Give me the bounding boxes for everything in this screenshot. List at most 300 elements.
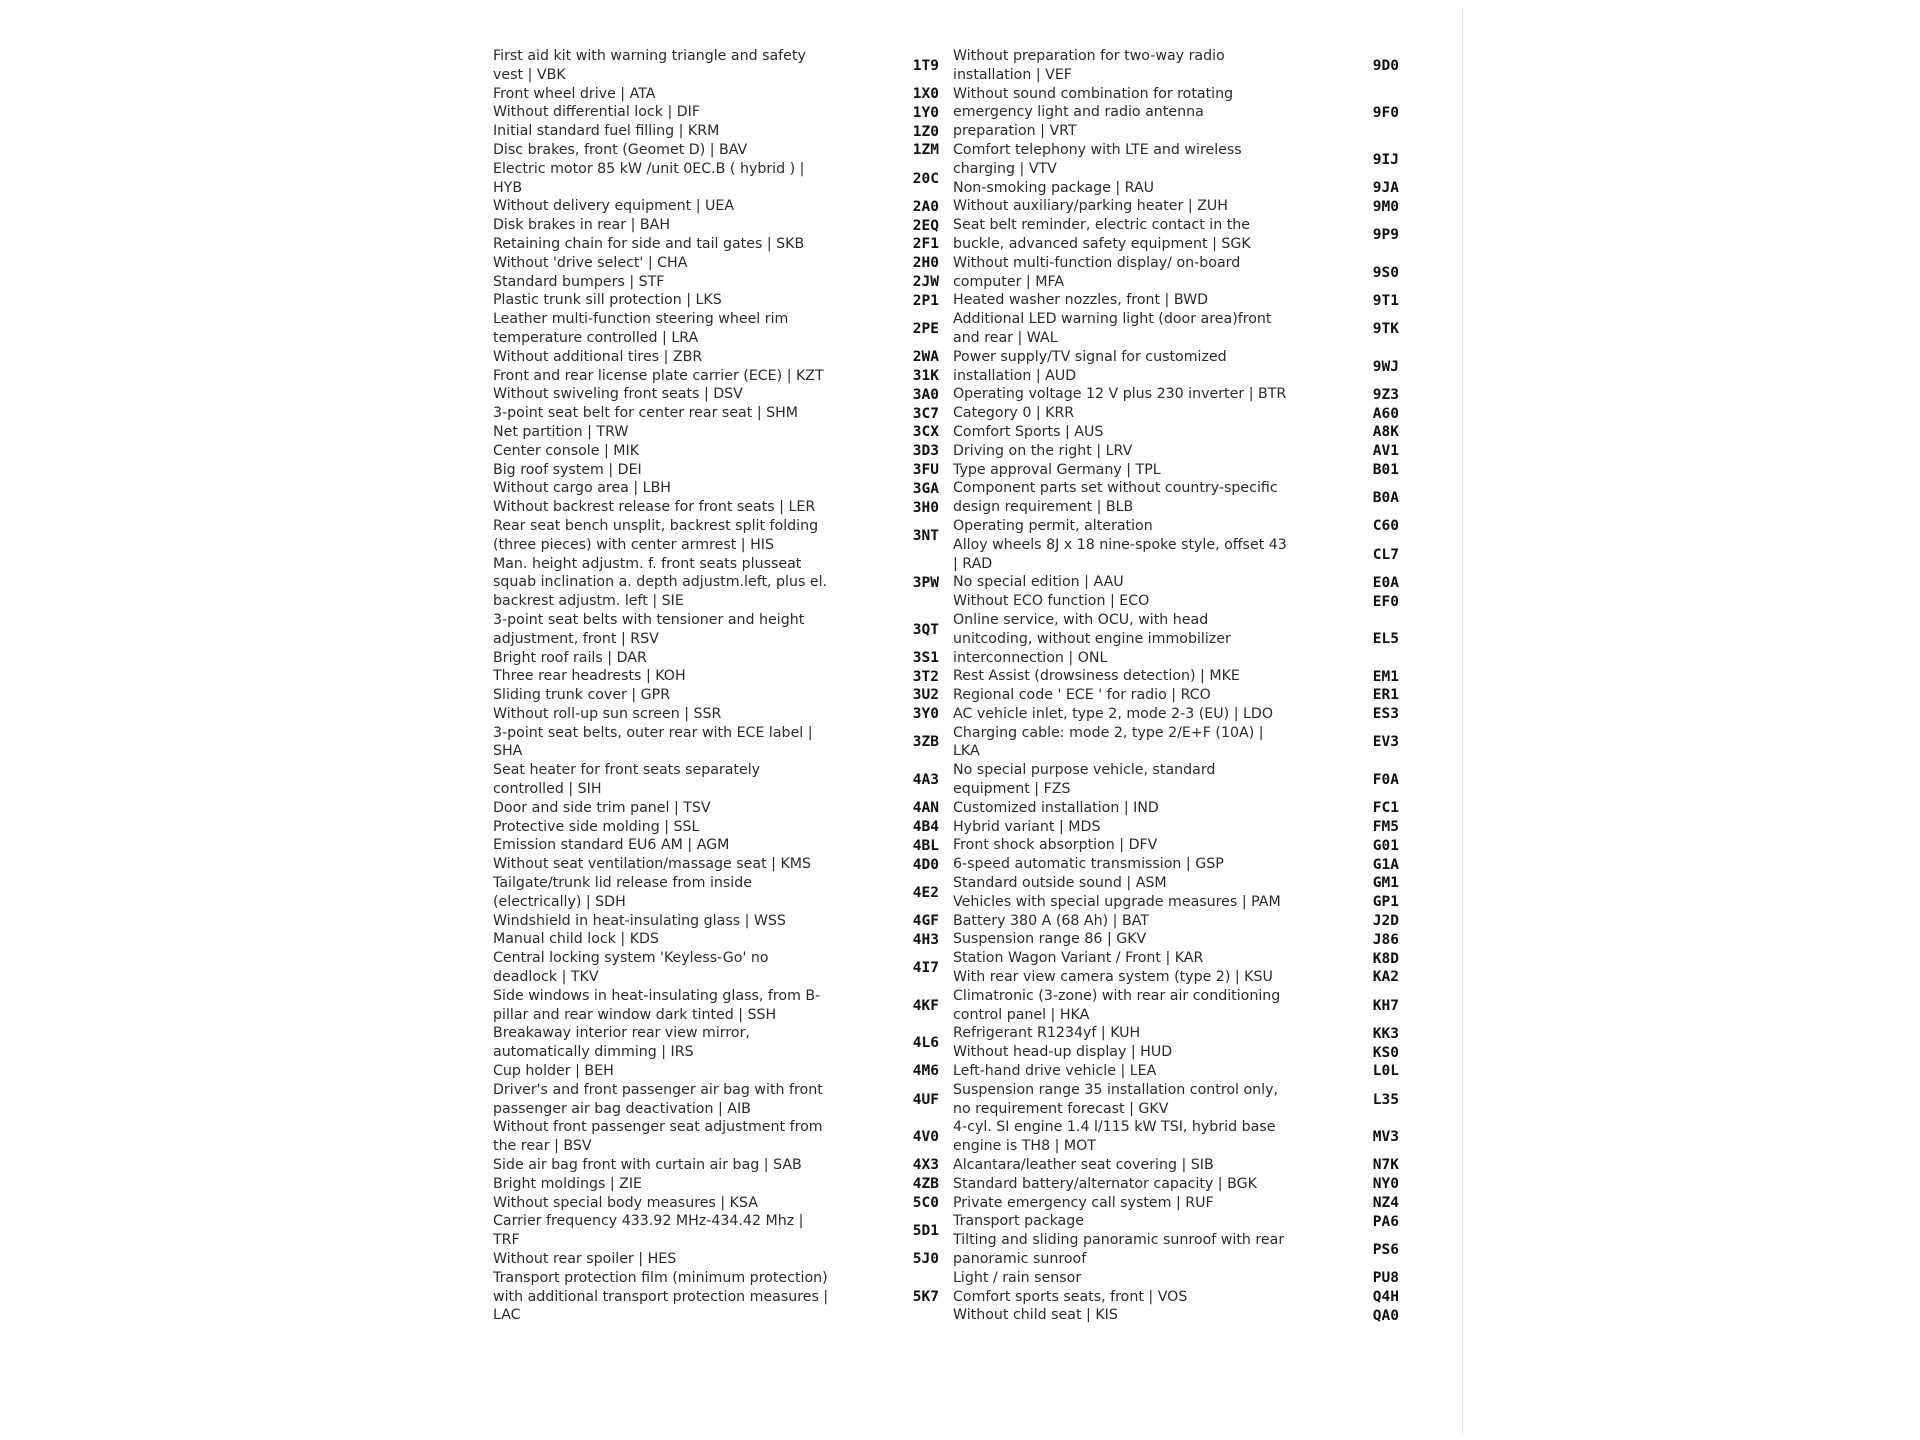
- option-row: [493, 1269, 939, 1325]
- option-code: 4KF: [912, 997, 939, 1014]
- option-row: [953, 479, 1399, 517]
- option-code: CL7: [1372, 546, 1399, 563]
- option-row: [493, 122, 939, 141]
- option-code: EM1: [1372, 668, 1399, 685]
- option-description: Without additional tires | ZBR: [493, 348, 703, 365]
- option-description: Left-hand drive vehicle | LEA: [953, 1063, 1157, 1080]
- option-row: [953, 1288, 1399, 1307]
- option-code: 1Y0: [912, 104, 939, 121]
- option-row: [493, 47, 939, 85]
- option-description: Refrigerant R1234yf | KUH: [953, 1025, 1141, 1042]
- option-code: 2JW: [912, 273, 939, 290]
- option-row: [953, 85, 1399, 141]
- option-description: Without roll-up sun screen | SSR: [493, 705, 722, 722]
- option-row: [953, 423, 1399, 442]
- option-row: [493, 667, 939, 686]
- option-code: QA0: [1372, 1307, 1399, 1324]
- option-description: Transport protection film (minimum protection) with additional transport protection measures | LAC: [493, 1269, 829, 1324]
- option-row: [953, 1156, 1399, 1175]
- option-description: With rear view camera system (type 2) | KSU: [953, 969, 1273, 986]
- option-row: [493, 1175, 939, 1194]
- option-code: 9T1: [1372, 292, 1399, 309]
- option-code: 4A3: [912, 772, 939, 789]
- option-description: Comfort telephony with LTE and wireless charging | VTV: [953, 141, 1242, 177]
- option-code: 9M0: [1372, 198, 1399, 215]
- option-code: 5D1: [912, 1223, 939, 1240]
- option-code: 4M6: [912, 1063, 939, 1080]
- option-code: 1T9: [912, 57, 939, 74]
- option-code: GP1: [1372, 894, 1399, 911]
- option-description: Rear seat bench unsplit, backrest split folding (three pieces) with center armrest | HIS: [493, 517, 819, 553]
- option-description: 4-cyl. SI engine 1.4 l/115 kW TSI, hybrid base engine is TH8 | MOT: [953, 1119, 1276, 1155]
- option-description: Without special body measures | KSA: [493, 1194, 758, 1211]
- option-row: [953, 442, 1399, 461]
- option-code: 9JA: [1372, 179, 1399, 196]
- option-description: Without child seat | KIS: [953, 1307, 1118, 1324]
- option-description: Without multi-function display/ on-board computer | MFA: [953, 254, 1241, 290]
- option-code: A8K: [1372, 424, 1399, 441]
- option-code: 4D0: [912, 856, 939, 873]
- option-code: EL5: [1372, 631, 1399, 648]
- option-row: [493, 724, 939, 762]
- options-column-right: [953, 47, 1399, 1325]
- option-code: 9P9: [1372, 226, 1399, 243]
- option-description: Without auxiliary/parking heater | ZUH: [953, 198, 1228, 215]
- option-row: [953, 1212, 1399, 1231]
- option-row: [493, 930, 939, 949]
- option-row: [493, 1212, 939, 1250]
- option-description: Sliding trunk cover | GPR: [493, 687, 671, 704]
- option-row: [493, 442, 939, 461]
- option-code: PA6: [1372, 1213, 1399, 1230]
- option-code: 3QT: [912, 621, 939, 638]
- option-description: 3-point seat belt for center rear seat | SHM: [493, 405, 799, 422]
- option-row: [493, 1062, 939, 1081]
- option-row: [953, 724, 1399, 762]
- option-code: 3C7: [912, 405, 939, 422]
- option-row: [953, 1118, 1399, 1156]
- option-description: Comfort sports seats, front | VOS: [953, 1288, 1188, 1305]
- option-description: Driving on the right | LRV: [953, 442, 1133, 459]
- option-code: EV3: [1372, 734, 1399, 751]
- option-code: A60: [1372, 405, 1399, 422]
- option-row: [953, 818, 1399, 837]
- option-code: 2WA: [912, 349, 939, 366]
- option-code: 9F0: [1372, 104, 1399, 121]
- option-description: Three rear headrests | KOH: [493, 668, 686, 685]
- option-code: Q4H: [1372, 1288, 1399, 1305]
- option-row: [493, 1081, 939, 1119]
- option-description: Seat heater for front seats separately controlled | SIH: [493, 762, 761, 798]
- option-code: 3S1: [912, 649, 939, 666]
- option-row: [953, 517, 1399, 536]
- option-row: [493, 1156, 939, 1175]
- option-description: Big roof system | DEI: [493, 461, 642, 478]
- option-row: [953, 141, 1399, 179]
- option-description: Private emergency call system | RUF: [953, 1194, 1214, 1211]
- option-code: KS0: [1372, 1044, 1399, 1061]
- option-code: 9Z3: [1372, 386, 1399, 403]
- option-row: [953, 536, 1399, 574]
- option-code: 4AN: [912, 800, 939, 817]
- option-code: L0L: [1372, 1063, 1399, 1080]
- option-row: [493, 649, 939, 668]
- option-description: Without delivery equipment | UEA: [493, 198, 735, 215]
- option-code: 3A0: [912, 386, 939, 403]
- option-row: [493, 1024, 939, 1062]
- option-description: Without backrest release for front seats | LER: [493, 499, 816, 516]
- option-description: Type approval Germany | TPL: [953, 461, 1161, 478]
- option-row: [953, 404, 1399, 423]
- option-row: [953, 216, 1399, 254]
- option-row: [493, 705, 939, 724]
- option-row: [493, 686, 939, 705]
- option-row: [953, 686, 1399, 705]
- option-description: Category 0 | KRR: [953, 405, 1075, 422]
- option-row: [953, 987, 1399, 1025]
- option-code: FC1: [1372, 800, 1399, 817]
- option-code: 2P1: [912, 292, 939, 309]
- option-row: [493, 85, 939, 104]
- option-row: [493, 1250, 939, 1269]
- option-description: Suspension range 35 installation control only, no requirement forecast | GKV: [953, 1081, 1279, 1117]
- option-description: Windshield in heat-insulating glass | WSS: [493, 912, 786, 929]
- option-description: Plastic trunk sill protection | LKS: [493, 292, 722, 309]
- option-description: Without rear spoiler | HES: [493, 1251, 677, 1267]
- option-code: KA2: [1372, 969, 1399, 986]
- option-description: Alloy wheels 8J x 18 nine-spoke style, offset 43 | RAD: [953, 536, 1287, 572]
- option-row: [953, 1043, 1399, 1062]
- option-row: [493, 254, 939, 273]
- option-code: J86: [1372, 931, 1399, 948]
- option-description: AC vehicle inlet, type 2, mode 2-3 (EU) | LDO: [953, 705, 1273, 722]
- option-description: No special edition | AAU: [953, 574, 1124, 591]
- option-description: Carrier frequency 433.92 MHz-434.42 Mhz | TRF: [493, 1213, 804, 1249]
- scan-page-edge: [1462, 8, 1463, 1433]
- option-code: 3PW: [912, 574, 939, 591]
- option-row: [493, 855, 939, 874]
- option-code: 1Z0: [912, 123, 939, 140]
- option-description: Manual child lock | KDS: [493, 931, 659, 948]
- option-row: [493, 197, 939, 216]
- option-code: 9IJ: [1372, 151, 1399, 168]
- option-row: [953, 968, 1399, 987]
- option-description: Heated washer nozzles, front | BWD: [953, 292, 1209, 309]
- option-code: 5K7: [912, 1288, 939, 1305]
- option-code: F0A: [1372, 772, 1399, 789]
- option-description: Driver's and front passenger air bag with front passenger air bag deactivation | AIB: [493, 1081, 823, 1117]
- option-row: [953, 705, 1399, 724]
- option-row: [493, 949, 939, 987]
- option-code: 2H0: [912, 255, 939, 272]
- option-row: [493, 761, 939, 799]
- option-row: [953, 611, 1399, 667]
- option-row: [953, 197, 1399, 216]
- option-code: 4BL: [912, 837, 939, 854]
- option-row: [953, 461, 1399, 480]
- option-row: [493, 912, 939, 931]
- option-description: Leather multi-function steering wheel rim temperature controlled | LRA: [493, 311, 789, 346]
- option-description: Operating voltage 12 V plus 230 inverter | BTR: [953, 386, 1287, 403]
- option-row: [493, 141, 939, 160]
- option-description: Cup holder | BEH: [493, 1063, 614, 1080]
- option-row: [493, 1118, 939, 1156]
- option-description: Component parts set without country-specific design requirement | BLB: [953, 480, 1278, 516]
- option-description: Retaining chain for side and tail gates | SKB: [493, 235, 805, 252]
- option-code: 9WJ: [1372, 358, 1399, 375]
- option-description: Side air bag front with curtain air bag | SAB: [493, 1157, 802, 1174]
- option-row: [493, 874, 939, 912]
- option-row: [953, 1024, 1399, 1043]
- option-description: Front shock absorption | DFV: [953, 837, 1158, 854]
- option-description: Protective side molding | SSL: [493, 818, 700, 835]
- option-row: [953, 893, 1399, 912]
- option-row: [953, 912, 1399, 931]
- option-description: Without swiveling front seats | DSV: [493, 386, 743, 403]
- option-description: Breakaway interior rear view mirror, automatically dimming | IRS: [493, 1025, 750, 1061]
- option-code: PS6: [1372, 1242, 1399, 1258]
- option-row: [493, 479, 939, 498]
- option-row: [953, 1269, 1399, 1288]
- option-row: [493, 273, 939, 292]
- option-code: N7K: [1372, 1157, 1399, 1174]
- option-code: AV1: [1372, 443, 1399, 460]
- option-row: [953, 291, 1399, 310]
- option-row: [953, 592, 1399, 611]
- option-code: 9D0: [1372, 57, 1399, 74]
- option-description: Man. height adjustm. f. front seats plusseat squab inclination a. depth adjustm.left, plus el. backrest adjustm. left | SIE: [493, 555, 828, 610]
- option-description: Bright roof rails | DAR: [493, 649, 647, 666]
- option-code: 2PE: [912, 320, 939, 337]
- option-description: Station Wagon Variant / Front | KAR: [953, 950, 1204, 967]
- option-code: 9TK: [1372, 320, 1399, 337]
- option-description: Central locking system 'Keyless-Go' no deadlock | TKV: [493, 950, 769, 986]
- option-code: E0A: [1372, 574, 1399, 591]
- option-code: 3U2: [912, 687, 939, 704]
- option-row: [493, 611, 939, 649]
- option-row: [493, 461, 939, 480]
- option-row: [493, 160, 939, 198]
- option-code: C60: [1372, 518, 1399, 535]
- option-row: [493, 555, 939, 611]
- option-description: Without seat ventilation/massage seat | KMS: [493, 856, 812, 873]
- option-code: 31K: [912, 367, 939, 384]
- option-description: Hybrid variant | MDS: [953, 818, 1101, 835]
- option-code: 1X0: [912, 85, 939, 102]
- option-row: [493, 367, 939, 386]
- option-row: [493, 799, 939, 818]
- option-description: Light / rain sensor: [953, 1269, 1082, 1286]
- option-code: 4H3: [912, 931, 939, 948]
- option-description: 6-speed automatic transmission | GSP: [953, 856, 1224, 873]
- option-code: 2EQ: [912, 217, 939, 234]
- option-code: L35: [1372, 1091, 1399, 1108]
- option-code: MV3: [1372, 1129, 1399, 1146]
- option-code: ER1: [1372, 687, 1399, 704]
- option-code: K8D: [1372, 950, 1399, 967]
- option-code: B01: [1372, 461, 1399, 478]
- option-description: 3-point seat belts with tensioner and height adjustment, front | RSV: [493, 611, 805, 647]
- option-code: 5J0: [912, 1251, 939, 1268]
- option-description: Without sound combination for rotating emergency light and radio antenna preparation | VRT: [953, 85, 1234, 140]
- option-description: Seat belt reminder, electric contact in the buckle, advanced safety equipment | SGK: [953, 217, 1251, 252]
- option-code: 3Y0: [912, 706, 939, 723]
- option-code: 3D3: [912, 443, 939, 460]
- option-row: [493, 310, 939, 348]
- option-row: [493, 291, 939, 310]
- option-description: Side windows in heat-insulating glass, from B-pillar and rear window dark tinted | SSH: [493, 987, 821, 1023]
- option-description: Front and rear license plate carrier (ECE) | KZT: [493, 367, 824, 384]
- option-code: PU8: [1372, 1270, 1399, 1287]
- option-code: GM1: [1372, 875, 1399, 892]
- option-description: Online service, with OCU, with head unitcoding, without engine immobilizer interconnection | ONL: [953, 611, 1231, 666]
- option-row: [493, 348, 939, 367]
- option-description: Additional LED warning light (door area)front and rear | WAL: [953, 311, 1272, 346]
- option-code: NZ4: [1372, 1195, 1399, 1211]
- option-code: 4B4: [912, 819, 939, 836]
- option-description: Vehicles with special upgrade measures | PAM: [953, 893, 1281, 910]
- option-code: B0A: [1372, 490, 1399, 507]
- option-row: [493, 216, 939, 235]
- option-description: Without cargo area | LBH: [493, 480, 671, 497]
- option-description: Regional code ' ECE ' for radio | RCO: [953, 687, 1211, 704]
- option-code: 2F1: [912, 236, 939, 253]
- option-code: 2A0: [912, 198, 939, 215]
- option-description: Center console | MIK: [493, 442, 640, 459]
- option-description: Front wheel drive | ATA: [493, 85, 656, 102]
- option-code: KH7: [1372, 997, 1399, 1014]
- option-code: 3GA: [912, 480, 939, 497]
- option-description: Customized installation | IND: [953, 799, 1159, 816]
- option-row: [953, 348, 1399, 386]
- option-row: [953, 836, 1399, 855]
- option-row: [953, 667, 1399, 686]
- option-code: KK3: [1372, 1025, 1399, 1042]
- option-description: Standard battery/alternator capacity | BGK: [953, 1175, 1257, 1192]
- option-row: [953, 573, 1399, 592]
- option-description: Door and side trim panel | TSV: [493, 799, 711, 816]
- option-code: 4ZB: [912, 1176, 939, 1193]
- option-code: 4X3: [912, 1157, 939, 1174]
- option-description: First aid kit with warning triangle and safety vest | VBK: [493, 48, 806, 83]
- option-code: 3T2: [912, 668, 939, 685]
- option-row: [493, 103, 939, 122]
- option-code: 9S0: [1372, 264, 1399, 281]
- option-description: Bright moldings | ZIE: [493, 1175, 643, 1192]
- option-row: [953, 874, 1399, 893]
- option-description: Alcantara/leather seat covering | SIB: [953, 1157, 1214, 1174]
- option-description: Electric motor 85 kW /unit 0EC.B ( hybrid ) | HYB: [493, 160, 805, 196]
- option-row: [953, 855, 1399, 874]
- option-row: [953, 1306, 1399, 1325]
- option-row: [953, 1081, 1399, 1119]
- option-description: No special purpose vehicle, standard equipment | FZS: [953, 762, 1216, 798]
- option-description: Without 'drive select' | CHA: [493, 254, 688, 271]
- options-column-left: [493, 47, 939, 1325]
- option-row: [953, 310, 1399, 348]
- option-row: [493, 385, 939, 404]
- option-code: EF0: [1372, 593, 1399, 610]
- option-description: Disc brakes, front (Geomet D) | BAV: [493, 141, 748, 158]
- option-description: Net partition | TRW: [493, 423, 629, 440]
- option-code: 4L6: [912, 1035, 939, 1052]
- option-row: [493, 423, 939, 442]
- option-description: Rest Assist (drowsiness detection) | MKE: [953, 668, 1240, 685]
- option-description: Disk brakes in rear | BAH: [493, 217, 670, 234]
- option-description: Standard outside sound | ASM: [953, 875, 1167, 892]
- option-code: 3H0: [912, 499, 939, 516]
- option-code: NY0: [1372, 1176, 1399, 1193]
- option-row: [953, 949, 1399, 968]
- option-row: [953, 1175, 1399, 1194]
- option-row: [493, 818, 939, 837]
- option-code: 5C0: [912, 1195, 939, 1211]
- option-description: Without front passenger seat adjustment from the rear | BSV: [493, 1119, 823, 1155]
- option-description: Without ECO function | ECO: [953, 593, 1150, 610]
- option-description: Suspension range 86 | GKV: [953, 931, 1147, 948]
- option-description: Emission standard EU6 AM | AGM: [493, 837, 730, 854]
- option-code: J2D: [1372, 913, 1399, 930]
- option-row: [493, 498, 939, 517]
- option-row: [493, 1194, 939, 1213]
- option-code: 4V0: [912, 1129, 939, 1146]
- option-code: 20C: [912, 170, 939, 187]
- option-description: Transport package: [953, 1213, 1084, 1230]
- option-code: 4I7: [912, 960, 939, 977]
- option-row: [493, 235, 939, 254]
- option-row: [953, 1194, 1399, 1213]
- option-description: Non-smoking package | RAU: [953, 179, 1155, 196]
- option-description: Standard bumpers | STF: [493, 273, 665, 290]
- option-code: 3CX: [912, 424, 939, 441]
- option-code: ES3: [1372, 706, 1399, 723]
- option-row: [953, 799, 1399, 818]
- option-code: 3ZB: [912, 734, 939, 751]
- option-code: 3FU: [912, 461, 939, 478]
- option-description: Operating permit, alteration: [953, 517, 1153, 534]
- option-code: 4E2: [912, 884, 939, 901]
- option-code: 1ZM: [912, 142, 939, 159]
- option-description: Without differential lock | DIF: [493, 104, 701, 121]
- option-row: [493, 987, 939, 1025]
- option-description: Tilting and sliding panoramic sunroof with rear panoramic sunroof: [953, 1232, 1285, 1267]
- option-description: Without preparation for two-way radio installation | VEF: [953, 48, 1225, 83]
- option-code: FM5: [1372, 819, 1399, 836]
- option-row: [953, 47, 1399, 85]
- option-description: Power supply/TV signal for customized installation | AUD: [953, 348, 1227, 384]
- option-description: Without head-up display | HUD: [953, 1044, 1173, 1061]
- option-row: [953, 930, 1399, 949]
- option-code: 3NT: [912, 527, 939, 544]
- option-row: [493, 404, 939, 423]
- option-row: [953, 254, 1399, 292]
- option-row: [953, 385, 1399, 404]
- option-code: G01: [1372, 837, 1399, 854]
- option-row: [953, 1062, 1399, 1081]
- option-row: [493, 836, 939, 855]
- option-description: Comfort Sports | AUS: [953, 423, 1104, 440]
- option-code: 4GF: [912, 913, 939, 930]
- option-description: 3-point seat belts, outer rear with ECE label | SHA: [493, 724, 813, 760]
- option-row: [953, 179, 1399, 198]
- option-code: 4UF: [912, 1091, 939, 1108]
- option-description: Initial standard fuel filling | KRM: [493, 123, 720, 140]
- option-description: Tailgate/trunk lid release from inside (electrically) | SDH: [493, 875, 752, 910]
- option-description: Charging cable: mode 2, type 2/E+F (10A) | LKA: [953, 724, 1264, 760]
- option-row: [493, 517, 939, 555]
- option-code: G1A: [1372, 856, 1399, 873]
- option-row: [953, 761, 1399, 799]
